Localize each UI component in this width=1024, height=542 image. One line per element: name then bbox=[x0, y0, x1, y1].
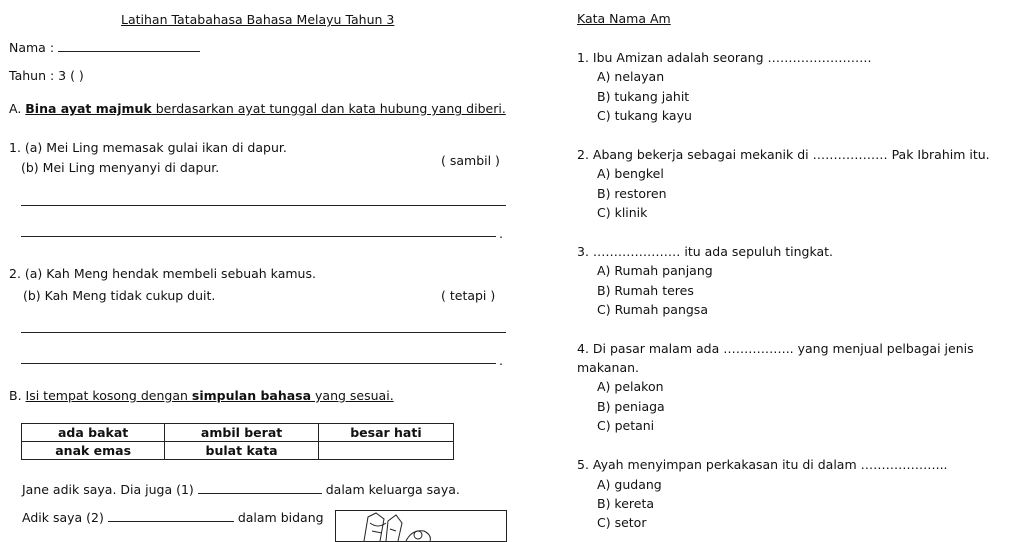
word-bank-cell: ada bakat bbox=[22, 424, 165, 442]
word-bank-cell: anak emas bbox=[22, 442, 165, 460]
mcq-2-option-b[interactable]: B) restoren bbox=[597, 186, 667, 201]
nama-field[interactable] bbox=[9, 40, 200, 56]
word-bank-table bbox=[21, 423, 454, 460]
mcq-3-option-b[interactable]: B) Rumah teres bbox=[597, 283, 694, 298]
word-bank-row bbox=[22, 442, 454, 460]
section-b-prefix: B. bbox=[9, 388, 26, 403]
q1-sentence-a: 1. (a) Mei Ling memasak gulai ikan di dapur. bbox=[9, 140, 287, 155]
mcq-2-option-a[interactable]: A) bengkel bbox=[597, 166, 664, 181]
tahun-label: Tahun : 3 ( ) bbox=[9, 68, 84, 83]
passage-line-1 bbox=[22, 482, 460, 498]
word-bank-cell bbox=[318, 442, 453, 460]
passage-line1-start: Jane adik saya. Dia juga (1) bbox=[22, 482, 198, 497]
mcq-1-option-b[interactable]: B) tukang jahit bbox=[597, 89, 690, 104]
mcq-1-option-c[interactable]: C) tukang kayu bbox=[597, 108, 692, 123]
right-title: Kata Nama Am bbox=[577, 11, 671, 26]
nama-label: Nama : bbox=[9, 40, 59, 55]
passage-line2-start: Adik saya (2) bbox=[22, 510, 108, 525]
worksheet-title: Latihan Tatabahasa Bahasa Melayu Tahun 3 bbox=[121, 12, 395, 27]
mcq-4-option-c[interactable]: C) petani bbox=[597, 418, 655, 433]
q2-sentence-a: 2. (a) Kah Meng hendak membeli sebuah kamus. bbox=[9, 266, 316, 281]
q1-answer-line-1[interactable] bbox=[21, 205, 506, 206]
mcq-2-stem: 2. Abang bekerja sebagai mekanik di ……………… Pak Ibrahim itu. bbox=[577, 147, 990, 162]
section-b-part1: Isi tempat kosong dengan bbox=[25, 388, 192, 403]
q2-conjunction-hint: ( tetapi ) bbox=[441, 288, 496, 303]
word-bank-row bbox=[22, 424, 454, 442]
q1-period: . bbox=[499, 226, 503, 241]
illustration-image bbox=[335, 510, 507, 542]
mcq-3-stem: 3. ………………… itu ada sepuluh tingkat. bbox=[577, 244, 834, 259]
section-a-rest: berdasarkan ayat tunggal dan kata hubung yang diberi. bbox=[151, 101, 506, 116]
section-b-heading bbox=[9, 388, 394, 404]
word-bank-cell: besar hati bbox=[318, 424, 453, 442]
mcq-3-option-c[interactable]: C) Rumah pangsa bbox=[597, 302, 708, 317]
mcq-4-option-b[interactable]: B) peniaga bbox=[597, 399, 665, 414]
word-bank-cell: bulat kata bbox=[165, 442, 319, 460]
passage-blank-2[interactable] bbox=[108, 510, 234, 522]
section-a-bold: Bina ayat majmuk bbox=[25, 101, 152, 116]
q2-sentence-b: (b) Kah Meng tidak cukup duit. bbox=[23, 288, 216, 303]
passage-blank-1[interactable] bbox=[198, 482, 322, 494]
q2-answer-line-1[interactable] bbox=[21, 332, 506, 333]
mcq-5-stem: 5. Ayah menyimpan perkakasan itu di dalam ………………... bbox=[577, 457, 948, 472]
passage-line2-end: dalam bidang bbox=[233, 510, 324, 525]
q1-answer-line-2[interactable] bbox=[21, 236, 496, 237]
mcq-1-option-a[interactable]: A) nelayan bbox=[597, 69, 665, 84]
mcq-3-option-a[interactable]: A) Rumah panjang bbox=[597, 263, 713, 278]
mcq-4-stem: 4. Di pasar malam ada …………….. yang menjual pelbagai jenis bbox=[577, 341, 974, 356]
word-bank-cell: ambil berat bbox=[165, 424, 319, 442]
section-a-heading bbox=[9, 101, 506, 117]
q1-conjunction-hint: ( sambil ) bbox=[441, 153, 500, 168]
mcq-5-option-c[interactable]: C) setor bbox=[597, 515, 647, 530]
mcq-5-option-b[interactable]: B) kereta bbox=[597, 496, 655, 511]
mcq-2-option-c[interactable]: C) klinik bbox=[597, 205, 648, 220]
mcq-4-option-a[interactable]: A) pelakon bbox=[597, 379, 664, 394]
nama-blank[interactable] bbox=[58, 40, 200, 52]
q2-answer-line-2[interactable] bbox=[21, 363, 496, 364]
passage-line1-end: dalam keluarga saya. bbox=[321, 482, 460, 497]
mcq-1-stem: 1. Ibu Amizan adalah seorang ……………………. bbox=[577, 50, 872, 65]
q2-period: . bbox=[499, 353, 503, 368]
q1-sentence-b: (b) Mei Ling menyanyi di dapur. bbox=[21, 160, 220, 175]
mcq-4-stem-cont: makanan. bbox=[577, 360, 639, 375]
mcq-5-option-a[interactable]: A) gudang bbox=[597, 477, 662, 492]
passage-line-2 bbox=[22, 510, 324, 526]
section-b-bold: simpulan bahasa bbox=[191, 388, 312, 403]
section-b-part2: yang sesuai. bbox=[311, 388, 394, 403]
section-a-prefix: A. bbox=[9, 101, 26, 116]
